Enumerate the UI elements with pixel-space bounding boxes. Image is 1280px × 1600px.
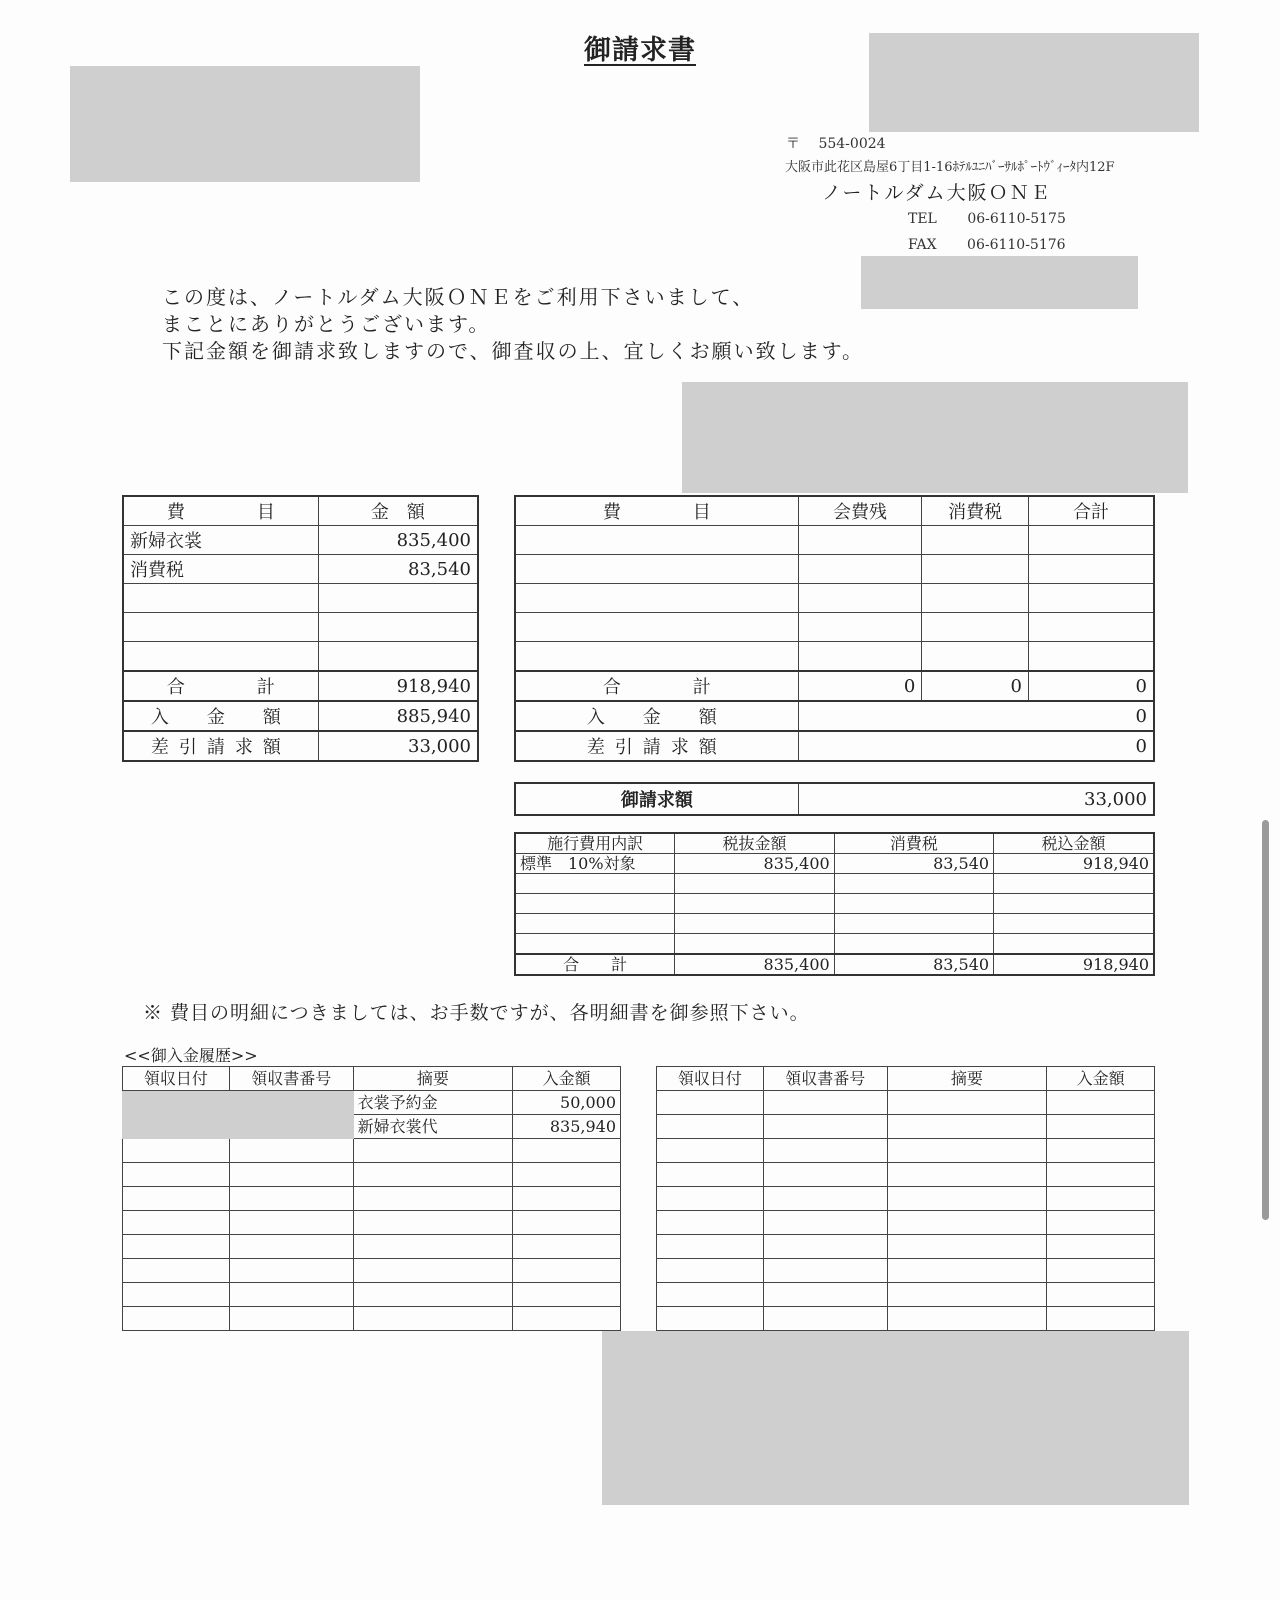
table-row [515, 642, 1154, 672]
table-row [657, 1259, 1155, 1283]
total-tax: 83,540 [834, 954, 993, 975]
row-tax: 83,540 [834, 854, 993, 874]
table-row [123, 1259, 621, 1283]
table-row [123, 555, 478, 584]
table-row [123, 584, 478, 613]
total-tax: 0 [922, 671, 1029, 701]
table-header [123, 1067, 621, 1091]
total-row [123, 671, 478, 701]
paid-label: 入 金 額 [515, 701, 798, 731]
table-row [515, 914, 1154, 934]
table-row [657, 1091, 1155, 1115]
redacted-recipient [70, 66, 420, 182]
table-row [123, 1211, 621, 1235]
scrollbar[interactable] [1262, 820, 1269, 1220]
table-row [657, 1235, 1155, 1259]
total-fee: 0 [798, 671, 922, 701]
total-value: 918,940 [318, 671, 478, 701]
row-pretax: 835,400 [675, 854, 834, 874]
invoice-total-row [515, 783, 1154, 815]
fax-label: FAX [908, 237, 937, 253]
paid-value: 885,940 [318, 701, 478, 731]
row-item [123, 642, 318, 672]
balance-label: 差引請求額 [515, 731, 798, 761]
postal-code: 554-0024 [818, 136, 886, 152]
table-header [657, 1067, 1155, 1091]
table-row [123, 526, 478, 555]
redacted-info [682, 382, 1188, 493]
table-row [657, 1283, 1155, 1307]
history-table-right [656, 1066, 1155, 1331]
table-row [657, 1115, 1155, 1139]
table-row [123, 642, 478, 672]
row-amount [318, 584, 478, 613]
row-taxincl: 918,940 [994, 854, 1154, 874]
billing-table-right [514, 495, 1155, 762]
table-row [657, 1163, 1155, 1187]
invoice-total-value: 33,000 [798, 783, 1154, 815]
table-header [515, 496, 1154, 526]
tel-line [908, 211, 1066, 227]
header-desc: 摘要 [353, 1067, 513, 1091]
row-amount: 835,400 [318, 526, 478, 555]
header-date: 領収日付 [657, 1067, 764, 1091]
row-amount [318, 613, 478, 642]
table-row [123, 1307, 621, 1331]
header-receipt-no: 領収書番号 [763, 1067, 887, 1091]
row-desc: 衣裳予約金 [353, 1091, 513, 1115]
total-taxincl: 918,940 [994, 954, 1154, 975]
header-tax: 消費税 [922, 496, 1029, 526]
redacted-stamp [861, 256, 1138, 309]
header-sum: 合計 [1029, 496, 1155, 526]
intro-line-1: この度は、ノートルダム大阪ＯＮＥをご利用下さいまして、 [162, 285, 755, 309]
header-amount: 入金額 [513, 1067, 621, 1091]
paid-value: 0 [798, 701, 1154, 731]
total-label: 合 計 [515, 954, 675, 975]
tel-number: 06-6110-5175 [967, 211, 1066, 227]
header-breakdown: 施行費用内訳 [515, 833, 675, 854]
table-row [123, 1139, 621, 1163]
header-item: 費 目 [515, 496, 798, 526]
table-row [123, 613, 478, 642]
header-receipt-no: 領収書番号 [229, 1067, 353, 1091]
balance-row [123, 731, 478, 761]
invoice-total-table [514, 782, 1155, 816]
redacted-bottom [602, 1331, 1189, 1505]
balance-label: 差引請求額 [123, 731, 318, 761]
header-taxincl: 税込金額 [994, 833, 1154, 854]
table-row [657, 1139, 1155, 1163]
invoice-total-label: 御請求額 [515, 783, 798, 815]
history-title: <<御入金履歴>> [124, 1046, 258, 1065]
row-amount: 83,540 [318, 555, 478, 584]
table-row [515, 854, 1154, 874]
row-amount [318, 642, 478, 672]
row-item: 消費税 [123, 555, 318, 584]
row-item: 新婦衣裳 [123, 526, 318, 555]
header-fee: 会費残 [798, 496, 922, 526]
intro-text [162, 284, 864, 365]
paid-row [515, 701, 1154, 731]
history-table-left [122, 1066, 621, 1331]
billing-table-left [122, 495, 479, 762]
total-row [515, 954, 1154, 975]
table-row [515, 555, 1154, 584]
header-item: 費 目 [123, 496, 318, 526]
table-row [515, 584, 1154, 613]
row-amount: 50,000 [513, 1091, 621, 1115]
paid-label: 入 金 額 [123, 701, 318, 731]
total-label: 合 計 [515, 671, 798, 701]
table-row [515, 526, 1154, 555]
table-row [123, 1235, 621, 1259]
total-label: 合 計 [123, 671, 318, 701]
table-row [515, 934, 1154, 955]
table-row [515, 894, 1154, 914]
tel-label: TEL [908, 211, 937, 227]
redacted-cell [123, 1091, 354, 1139]
total-sum: 0 [1029, 671, 1155, 701]
table-row [515, 613, 1154, 642]
document-title: 御請求書 [584, 35, 696, 66]
table-row [123, 1091, 621, 1115]
sender-name: ノートルダム大阪ＯＮＥ [822, 182, 1052, 204]
table-row [123, 1163, 621, 1187]
row-desc: 新婦衣裳代 [353, 1115, 513, 1139]
header-desc: 摘要 [887, 1067, 1047, 1091]
paid-row [123, 701, 478, 731]
header-amount: 入金額 [1047, 1067, 1155, 1091]
table-row [657, 1211, 1155, 1235]
header-pretax: 税抜金額 [675, 833, 834, 854]
total-row [515, 671, 1154, 701]
row-amount: 835,940 [513, 1115, 621, 1139]
balance-value: 33,000 [318, 731, 478, 761]
postal-line [786, 133, 886, 153]
detail-note: ※ 費目の明細につきましては、お手数ですが、各明細書を御参照下さい。 [143, 1002, 810, 1024]
breakdown-table [514, 832, 1155, 976]
redacted-logo [869, 33, 1199, 132]
row-category: 標準 10%対象 [515, 854, 675, 874]
row-item [123, 613, 318, 642]
balance-row [515, 731, 1154, 761]
header-tax: 消費税 [834, 833, 993, 854]
sender-address: 大阪市此花区島屋6丁目1-16ﾎﾃﾙﾕﾆﾊﾞｰｻﾙﾎﾟｰﾄｳﾞｨｰﾀ内12F [785, 160, 1115, 175]
table-row [515, 874, 1154, 894]
table-row [657, 1307, 1155, 1331]
table-header [515, 833, 1154, 854]
intro-line-3: 下記金額を御請求致しますので、御査収の上、宜しくお願い致します。 [162, 339, 864, 363]
intro-line-2: まことにありがとうございます。 [162, 312, 491, 336]
table-header [123, 496, 478, 526]
fax-line [908, 237, 1066, 253]
row-item [123, 584, 318, 613]
total-pretax: 835,400 [675, 954, 834, 975]
postal-mark: 〒 [786, 136, 800, 152]
header-amount: 金 額 [318, 496, 478, 526]
balance-value: 0 [798, 731, 1154, 761]
table-row [123, 1187, 621, 1211]
fax-number: 06-6110-5176 [967, 237, 1066, 253]
table-row [123, 1283, 621, 1307]
table-row [657, 1187, 1155, 1211]
header-date: 領収日付 [123, 1067, 230, 1091]
